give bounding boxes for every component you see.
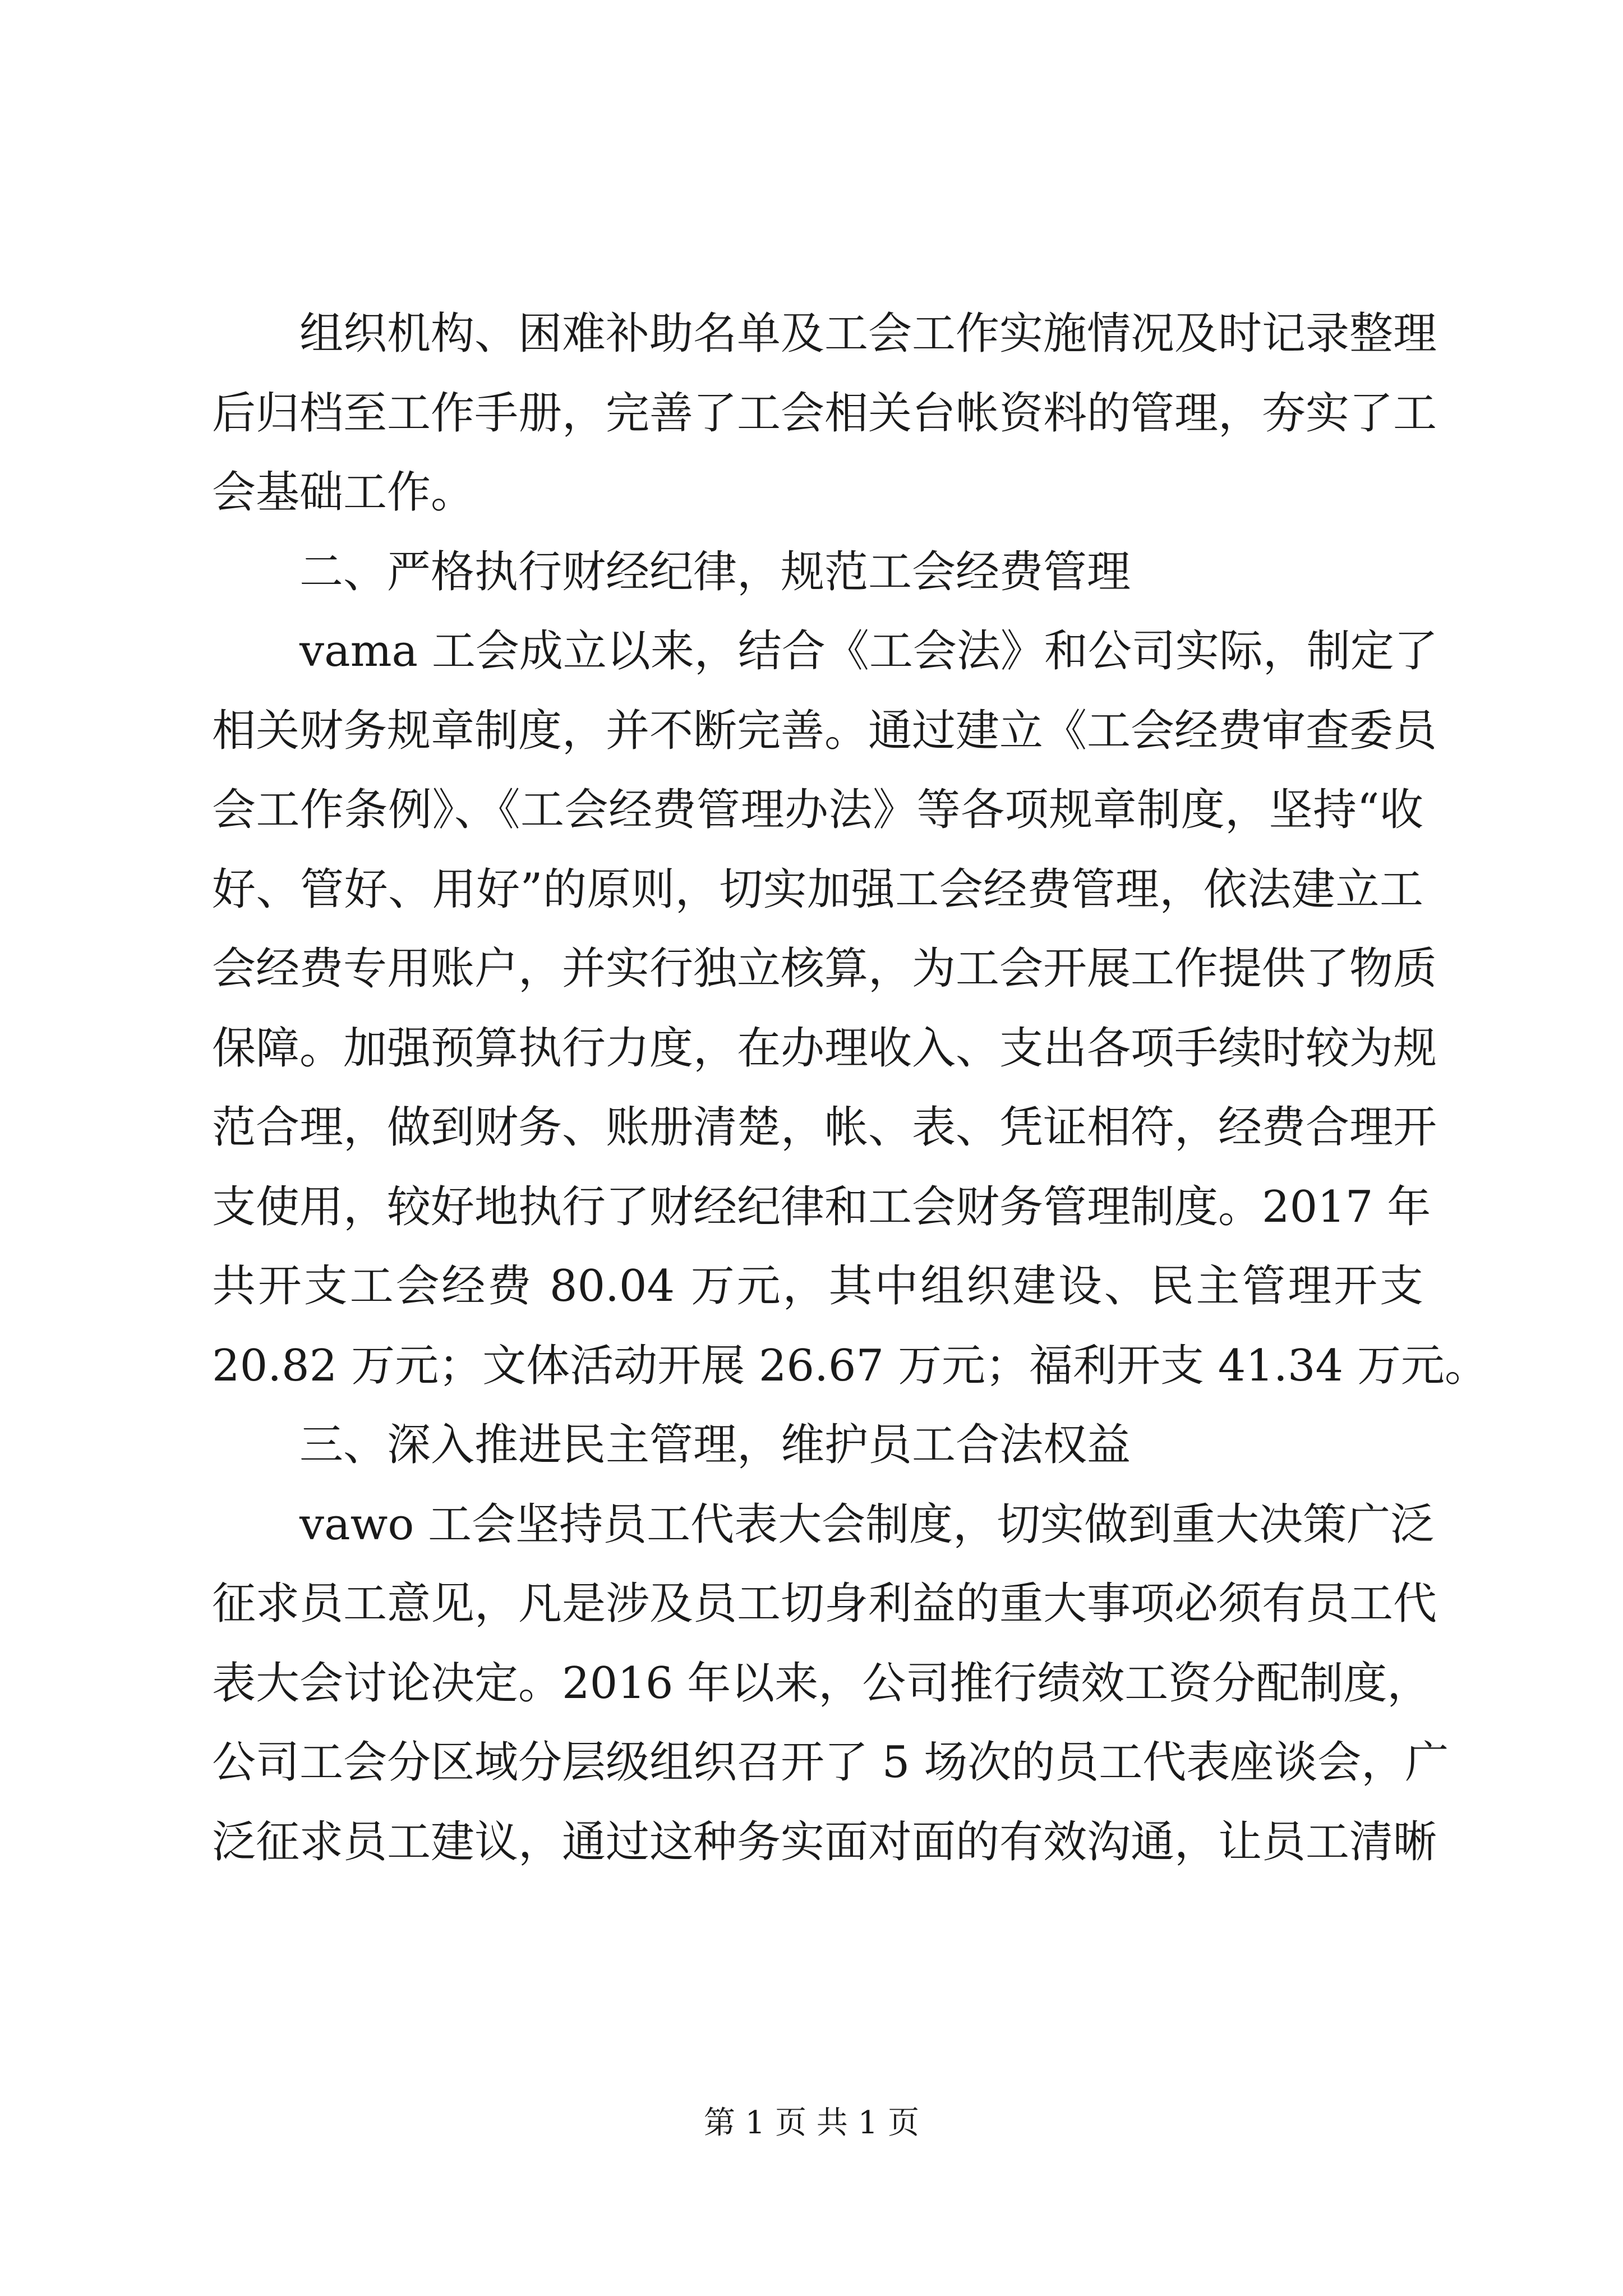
text-line: 保障。加强预算执行力度，在办理收入、支出各项手续时较为规 [212, 1023, 1437, 1074]
text-line: 表大会讨论决定。2016 年以来，公司推行绩效工资分配制度， [212, 1658, 1431, 1709]
text-line: 三、深入推进民主管理，维护员工合法权益 [299, 1420, 1131, 1470]
text-line: 泛征求员工建议，通过这种务实面对面的有效沟通，让员工清晰 [212, 1816, 1437, 1867]
document-body [212, 295, 1488, 1882]
text-line: 公司工会分区域分层级组织召开了 5 场次的员工代表座谈会，广 [212, 1737, 1449, 1788]
text-line: 共开支工会经费 80.04 万元，其中组织建设、民主管理开支 [212, 1261, 1423, 1312]
text-line: 后归档至工作手册，完善了工会相关台帐资料的管理，夯实了工 [212, 388, 1437, 439]
page-footer: 第 1 页 共 1 页 [703, 2105, 920, 2141]
text-line: 范合理，做到财务、账册清楚，帐、表、凭证相符，经费合理开 [212, 1102, 1437, 1153]
text-line: 二、严格执行财经纪律，规范工会经费管理 [299, 546, 1131, 597]
text-line: 会基础工作。 [212, 467, 475, 518]
text-line: 会工作条例》、《工会经费管理办法》等各项规章制度，坚持“收 [212, 785, 1423, 835]
text-line: 组织机构、困难补助名单及工会工作实施情况及时记录整理 [299, 309, 1437, 359]
text-line: vama 工会成立以来，结合《工会法》和公司实际，制定了 [299, 626, 1438, 677]
text-line: vawo 工会坚持员工代表大会制度，切实做到重大决策广泛 [299, 1499, 1435, 1550]
text-line: 好、管好、用好”的原则，切实加强工会经费管理，依法建立工 [212, 864, 1423, 915]
text-line: 支使用，较好地执行了财经纪律和工会财务管理制度。2017 年 [212, 1181, 1431, 1232]
text-line: 20.82 万元；文体活动开展 26.67 万元；福利开支 41.34 万元。 [212, 1340, 1488, 1391]
text-line: 征求员工意见，凡是涉及员工切身利益的重大事项必须有员工代 [212, 1579, 1437, 1629]
text-line: 会经费专用账户，并实行独立核算，为工会开展工作提供了物质 [212, 944, 1437, 994]
text-line: 相关财务规章制度，并不断完善。通过建立《工会经费审查委员 [212, 705, 1437, 756]
